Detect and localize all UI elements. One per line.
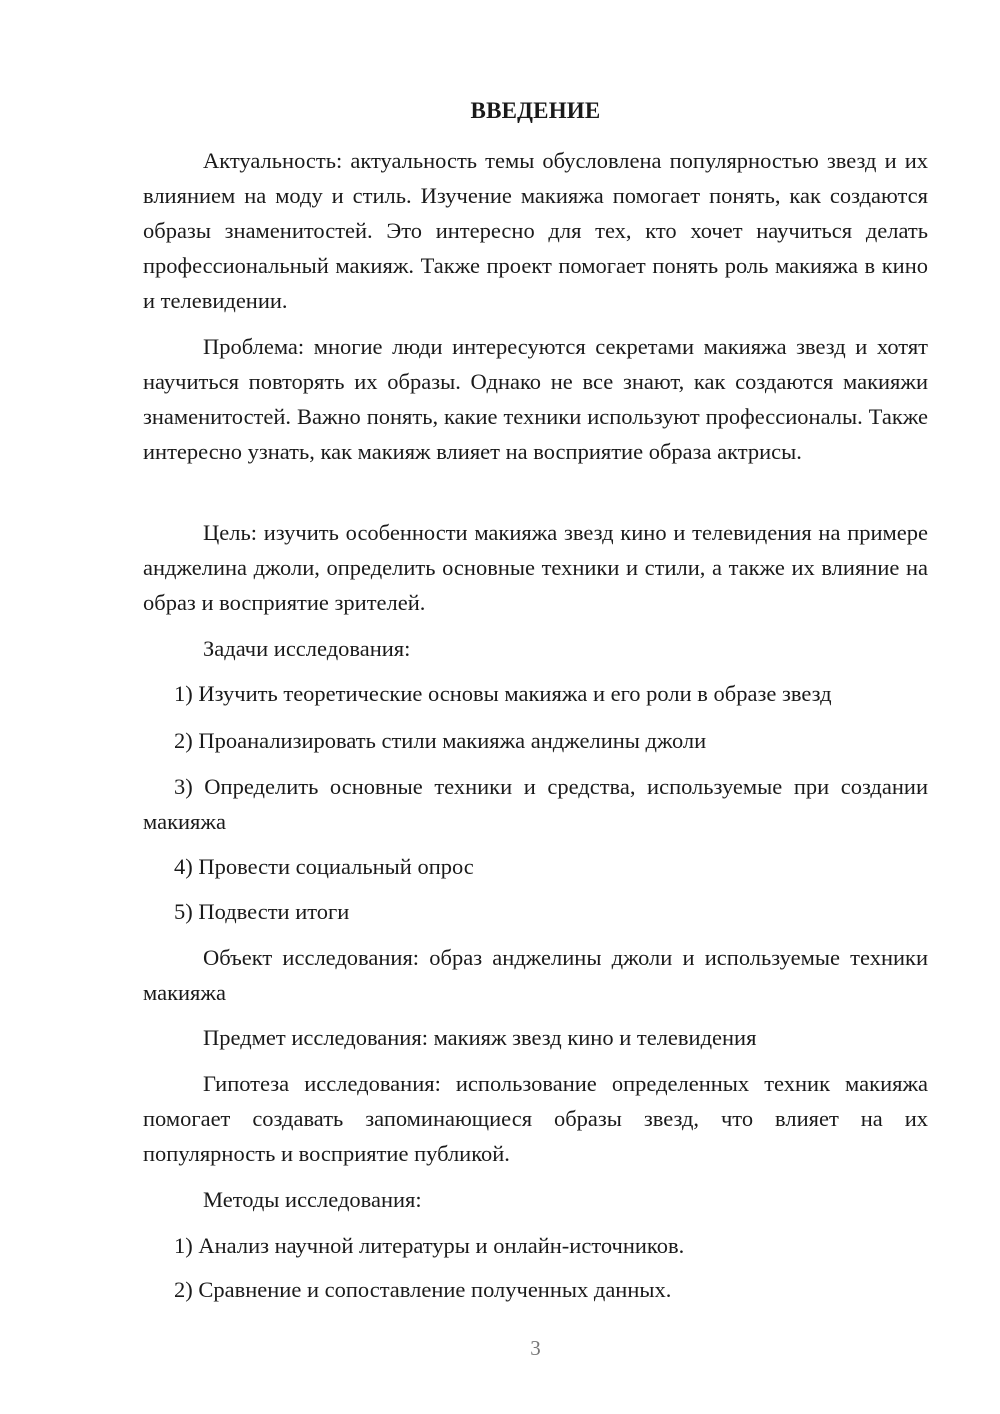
paragraph-relevance: Актуальность: актуальность темы обусловлена популярностью звезд и их влиянием на моду и стиль. Изучение макияжа помогает понять, как создаются образы знаменитостей. Это интересно для тех, кто хочет научиться делать профессиональный макияж. Также проект помогает понять роль макияжа в кино и телевидении.: [143, 148, 928, 313]
page-number: 3: [530, 1336, 541, 1360]
paragraph-goal: Цель: изучить особенности макияжа звезд кино и телевидения на примере анджелина джоли, определить основные техники и стили, а также их влияние на образ и восприятие зрителей.: [143, 520, 928, 615]
list-item-task-5: 5) Подвести итоги: [174, 899, 350, 924]
section-heading: ВВЕДЕНИЕ: [470, 98, 601, 123]
list-item-method-1: 1) Анализ научной литературы и онлайн-источников.: [174, 1233, 685, 1258]
paragraph-tasks-heading: Задачи исследования:: [203, 636, 411, 661]
paragraph-methods-heading: Методы исследования:: [203, 1187, 422, 1212]
paragraph-problem: Проблема: многие люди интересуются секретами макияжа звезд и хотят научиться повторять их образы. Однако не все знают, как создаются макияжи знаменитостей. Важно понять, какие техники используют профессионалы. Также интересно узнать, как макияж влияет на восприятие образа актрисы.: [143, 334, 928, 464]
list-item-task-4: 4) Провести социальный опрос: [174, 854, 474, 879]
paragraph-subject: Предмет исследования: макияж звезд кино и телевидения: [203, 1025, 757, 1050]
list-item-task-3: 3) Определить основные техники и средства, используемые при создании макияжа: [143, 774, 928, 834]
paragraph-object: Объект исследования: образ анджелины джоли и используемые техники макияжа: [143, 945, 928, 1005]
list-item-task-2: 2) Проанализировать стили макияжа анджелины джоли: [174, 728, 707, 753]
document-page: [143, 0, 928, 1414]
list-item-method-2: 2) Сравнение и сопоставление полученных данных.: [174, 1277, 672, 1302]
list-item-task-1: 1) Изучить теоретические основы макияжа и его роли в образе звезд: [174, 681, 832, 706]
paragraph-hypothesis: Гипотеза исследования: использование определенных техник макияжа помогает создавать запоминающиеся образы звезд, что влияет на их популярность и восприятие публикой.: [143, 1071, 928, 1166]
